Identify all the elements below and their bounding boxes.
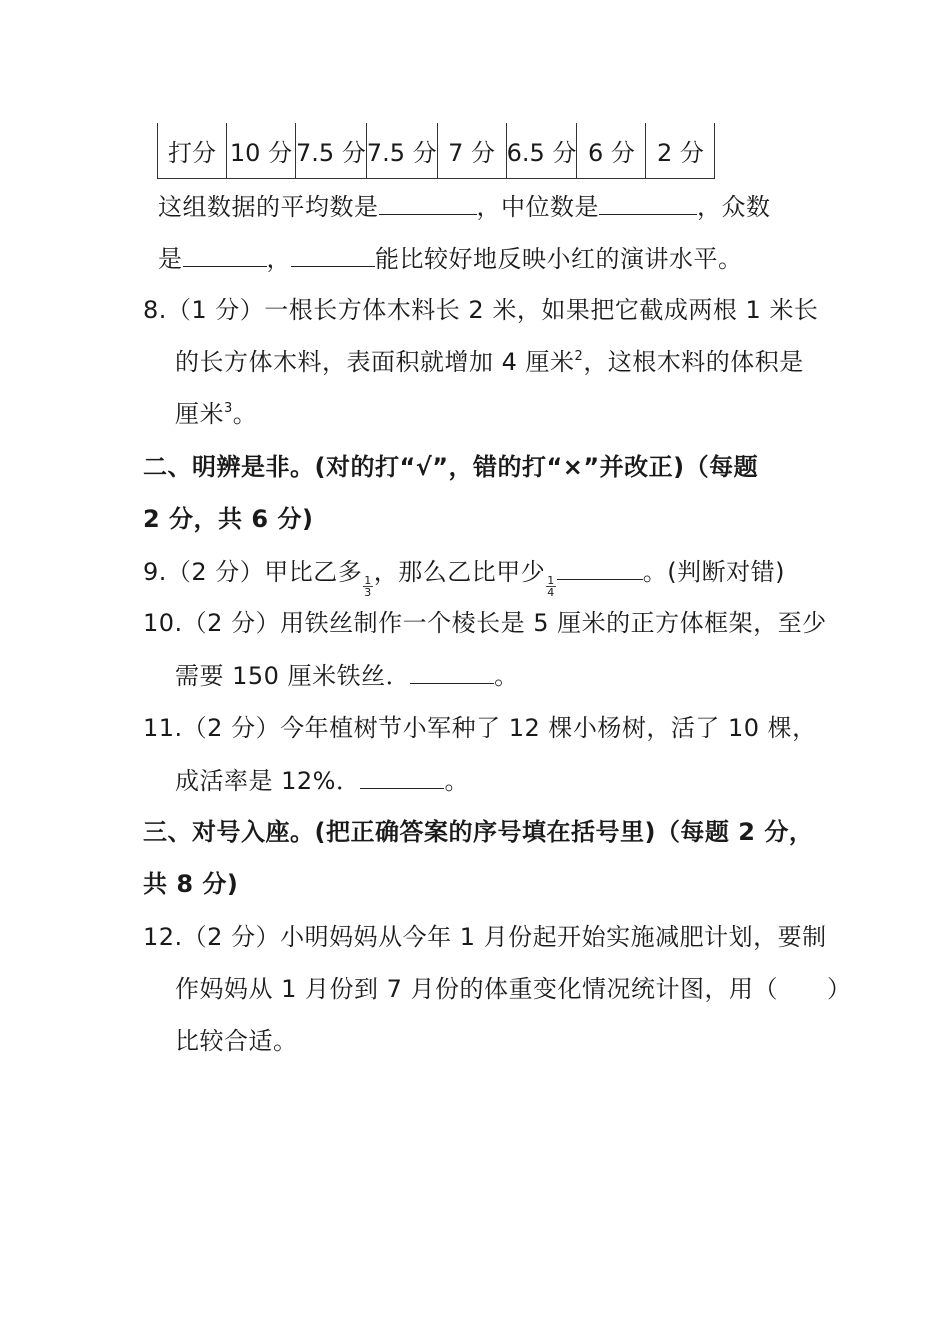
q8-line2: 的长方体木料，表面积就增加 4 厘米$^2$，这根木料的体积是 [175,348,804,376]
score-table [157,123,715,179]
table-cell: 6 分 [577,123,646,179]
q11-line2: 成活率是 12%． 。 [175,764,469,797]
q9-line: 9.（2 分）甲比乙多 $\frac{1}{3}$ ，那么乙比甲少 $\frac{1}{4}$ 。(判断对错) [143,555,785,598]
q8-line1: 8.（1 分）一根长方体木料长 2 米，如果把它截成两根 1 米长 [143,296,819,324]
table-cell: 2 分 [646,123,715,179]
answer-blank[interactable] [183,242,267,267]
table-cell: 7.5 分 [366,123,437,179]
q12-line1: 12.（2 分）小明妈妈从今年 1 月份起开始实施减肥计划，要制 [143,923,827,951]
section-heading: 三、对号入座。(把正确答案的序号填在括号里)（每题 2 分， [143,818,814,846]
q12-line2: 作妈妈从 1 月份到 7 月份的体重变化情况统计图，用（ ） [175,975,852,1003]
q8-line3: 厘米$^3$。 [175,400,258,428]
section-heading: 共 8 分) [143,870,239,898]
table-cell: 打分 [158,123,227,179]
section-heading: 2 分，共 6 分) [143,505,314,533]
q11-line1: 11.（2 分）今年植树节小军种了 12 棵小杨树，活了 10 棵， [143,714,817,742]
answer-blank[interactable] [599,190,697,215]
table-cell: 6.5 分 [506,123,577,179]
table-cell: 7 分 [437,123,506,179]
q10-line2: 需要 150 厘米铁丝． 。 [175,659,519,692]
q10-line1: 10.（2 分）用铁丝制作一个棱长是 5 厘米的正方体框架，至少 [143,609,827,637]
table-cell: 10 分 [227,123,296,179]
answer-blank[interactable] [379,190,477,215]
answer-blank[interactable] [291,242,375,267]
q12-line3: 比较合适。 [175,1027,298,1055]
score-row [158,123,715,179]
answer-blank[interactable] [360,764,444,789]
section-heading: 二、明辨是非。(对的打“√”，错的打“×”并改正)（每题 [143,453,759,481]
fraction: $\frac{1}{4}$ [547,574,555,599]
q7-line1: 这组数据的平均数是 ，中位数是 ，众数 [158,190,771,223]
q7-line2: 是 ， 能比较好地反映小红的演讲水平。 [158,242,743,275]
answer-blank[interactable] [410,659,494,684]
answer-blank[interactable] [557,555,643,580]
fraction: $\frac{1}{3}$ [364,574,372,599]
table-cell: 7.5 分 [296,123,367,179]
